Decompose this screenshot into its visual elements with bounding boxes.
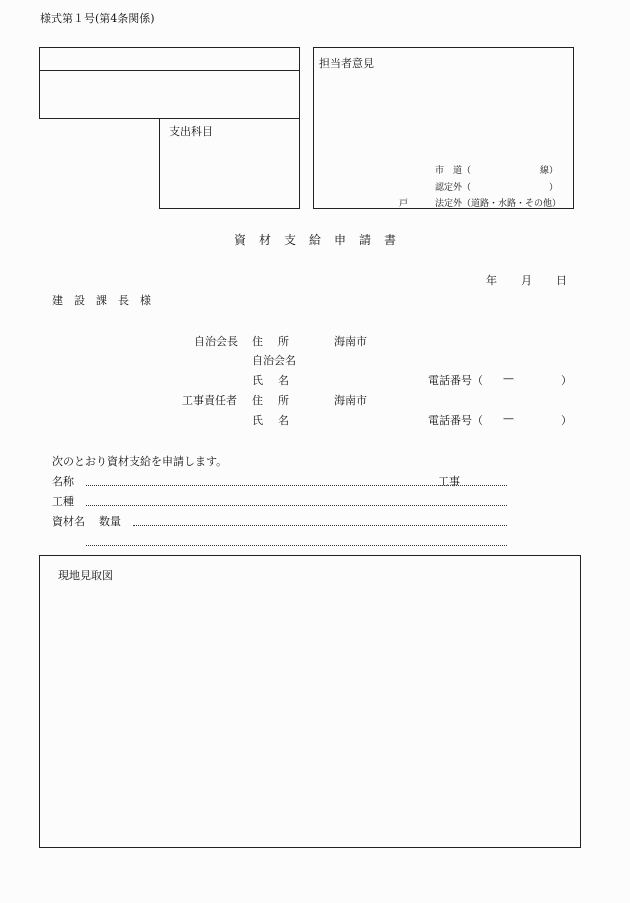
document-title: 資材支給申請書 bbox=[234, 233, 410, 247]
road-uncertified-label: 認定外（ bbox=[435, 183, 472, 193]
work-type-label: 工種 bbox=[52, 495, 74, 508]
road-uncertified-end: ） bbox=[549, 183, 559, 193]
road-legal-label: 法定外（道路・水路・その他） bbox=[435, 199, 562, 209]
material-line-2 bbox=[86, 545, 507, 546]
road-household-label: 戸 bbox=[399, 199, 409, 209]
road-city-end: 線） bbox=[540, 166, 559, 176]
manager-label: 工事責任者 bbox=[182, 394, 237, 407]
manager-phone-label: 電話番号（ bbox=[428, 414, 483, 427]
work-type-line bbox=[86, 505, 507, 506]
expense-label: 支出科目 bbox=[169, 125, 213, 138]
addressee: 建設課長様 bbox=[52, 294, 162, 307]
date-year: 年 bbox=[486, 274, 497, 287]
chair-phone-end: ） bbox=[561, 374, 572, 387]
chair-name-label: 氏名 bbox=[252, 374, 304, 387]
material-line bbox=[133, 525, 507, 526]
chair-address-label: 住所 bbox=[252, 335, 304, 348]
association-name-label: 自治会名 bbox=[252, 354, 296, 367]
manager-address-label: 住所 bbox=[252, 394, 304, 407]
chair-phone-dash: — bbox=[503, 372, 514, 385]
road-city-label: 市 道（ bbox=[435, 166, 472, 176]
construction-name-line bbox=[86, 485, 507, 486]
chair-phone-label: 電話番号（ bbox=[428, 374, 483, 387]
site-map-box bbox=[39, 555, 581, 848]
site-map-label: 現地見取図 bbox=[58, 569, 113, 582]
chair-label: 自治会長 bbox=[194, 335, 238, 348]
construction-suffix: 工事 bbox=[438, 475, 460, 488]
date-month: 月 bbox=[521, 274, 532, 287]
manager-name-label: 氏名 bbox=[252, 414, 304, 427]
receipt-box-divider bbox=[39, 70, 300, 71]
manager-phone-end: ） bbox=[561, 414, 572, 427]
request-intro: 次のとおり資材支給を申請します。 bbox=[52, 455, 228, 468]
material-name-label: 資材名 bbox=[52, 515, 85, 528]
officer-opinion-label: 担当者意見 bbox=[319, 57, 374, 70]
chair-address-value: 海南市 bbox=[334, 335, 367, 348]
receipt-box bbox=[39, 47, 300, 119]
date-day: 日 bbox=[556, 274, 567, 287]
construction-name-label: 名称 bbox=[52, 475, 74, 488]
quantity-label: 数量 bbox=[99, 515, 121, 528]
form-number: 様式第１号(第4条関係) bbox=[40, 12, 155, 25]
manager-phone-dash: — bbox=[503, 412, 514, 425]
manager-address-value: 海南市 bbox=[334, 394, 367, 407]
